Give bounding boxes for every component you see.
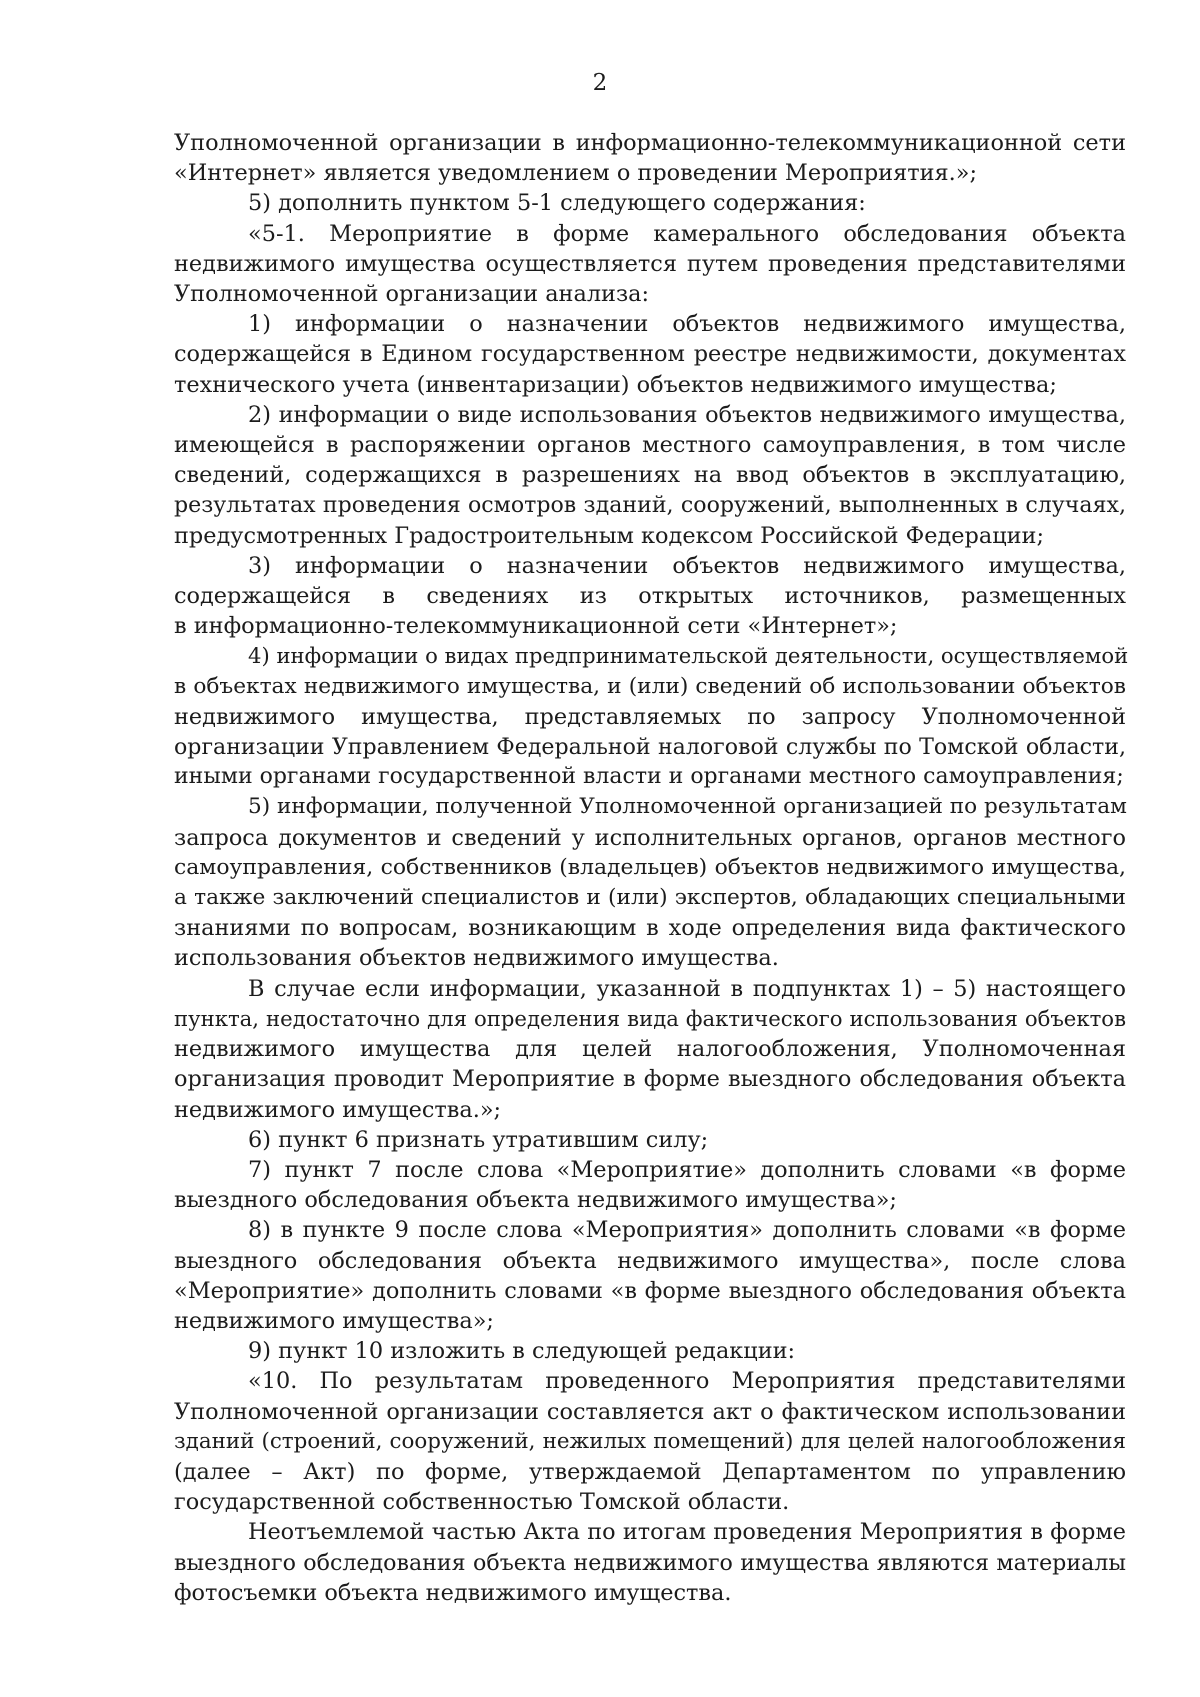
- paragraph: [174, 188, 1126, 218]
- paragraph-line: «Интернет» является уведомлением о проведении Мероприятия.»;: [174, 160, 978, 187]
- paragraph: [174, 1366, 1126, 1517]
- paragraph-line: иными органами государственной власти и органами местного самоуправления;: [174, 764, 1124, 790]
- paragraph-line: Неотъемлемой частью Акта по итогам проведения Мероприятия в форме: [248, 1519, 1126, 1546]
- paragraph-line: Уполномоченной организации анализа:: [174, 281, 650, 308]
- paragraph-line: недвижимого имущества для целей налогообложения, Уполномоченная: [174, 1036, 1126, 1063]
- paragraph-line: недвижимого имущества»;: [174, 1307, 494, 1334]
- paragraph-line: выездного обследования объекта недвижимого имущества», после слова: [174, 1247, 1126, 1274]
- paragraph: [174, 1215, 1126, 1336]
- paragraph-line: пункта, недостаточно для определения вида фактического использования объектов: [174, 1005, 1126, 1031]
- paragraph-line: 6) пункт 6 признать утратившим силу;: [248, 1126, 709, 1153]
- paragraph: [174, 641, 1129, 792]
- paragraph-line: недвижимого имущества.»;: [174, 1096, 502, 1123]
- paragraph-line: недвижимого имущества осуществляется путем проведения представителями: [174, 250, 1126, 277]
- document-body: [174, 128, 1129, 1608]
- paragraph-line: 5) информации, полученной Уполномоченной организацией по результатам: [248, 794, 1127, 820]
- paragraph: [174, 309, 1126, 400]
- paragraph-line: (далее – Акт) по форме, утверждаемой Департаментом по управлению: [174, 1458, 1126, 1485]
- paragraph-line: технического учета (инвентаризации) объектов недвижимого имущества;: [174, 371, 1057, 398]
- paragraph-line: сведений, содержащихся в разрешениях на ввод объектов в эксплуатацию,: [174, 462, 1126, 489]
- paragraph-line: содержащейся в Едином государственном реестре недвижимости, документах: [174, 341, 1126, 368]
- paragraph: [174, 128, 1126, 188]
- paragraph-line: «5-1. Мероприятие в форме камерального обследования объекта: [248, 220, 1126, 247]
- paragraph: [174, 1517, 1126, 1608]
- paragraph-line: знаниями по вопросам, возникающим в ходе определения вида фактического: [174, 915, 1126, 942]
- paragraph: [174, 974, 1126, 1125]
- paragraph-line: имеющейся в распоряжении органов местного самоуправления, в том числе: [174, 432, 1126, 459]
- paragraph-line: недвижимого имущества, представляемых по запросу Уполномоченной: [174, 703, 1126, 730]
- paragraph-line: зданий (строений, сооружений, нежилых помещений) для целей налогообложения: [174, 1428, 1126, 1454]
- paragraph-line: в объектах недвижимого имущества, и (или) сведений об использовании объектов: [174, 673, 1126, 699]
- paragraph-line: самоуправления, собственников (владельцев) объектов недвижимого имущества,: [174, 854, 1126, 880]
- paragraph-line: предусмотренных Градостроительным кодексом Российской Федерации;: [174, 522, 1044, 549]
- paragraph-line: а также заключений специалистов и (или) экспертов, обладающих специальными: [174, 885, 1126, 911]
- paragraph: [174, 1336, 1126, 1366]
- paragraph-line: организации Управлением Федеральной налоговой службы по Томской области,: [174, 734, 1126, 761]
- paragraph: [174, 1155, 1126, 1215]
- paragraph-line: фотосъемки объекта недвижимого имущества.: [174, 1579, 732, 1606]
- paragraph-line: 1) информации о назначении объектов недвижимого имущества,: [248, 311, 1126, 338]
- paragraph-line: 8) в пункте 9 после слова «Мероприятия» дополнить словами «в форме: [248, 1217, 1126, 1244]
- paragraph-line: организация проводит Мероприятие в форме выездного обследования объекта: [174, 1066, 1126, 1093]
- paragraph-line: результатах проведения осмотров зданий, сооружений, выполненных в случаях,: [174, 492, 1126, 519]
- paragraph-line: запроса документов и сведений у исполнительных органов, органов местного: [174, 824, 1126, 851]
- paragraph-line: 7) пункт 7 после слова «Мероприятие» дополнить словами «в форме: [248, 1156, 1126, 1183]
- paragraph: [174, 551, 1126, 642]
- paragraph-line: «Мероприятие» дополнить словами «в форме выездного обследования объекта: [174, 1277, 1126, 1304]
- paragraph-line: 3) информации о назначении объектов недвижимого имущества,: [248, 552, 1126, 579]
- paragraph-line: 4) информации о видах предпринимательской деятельности, осуществляемой: [248, 643, 1129, 669]
- paragraph: [174, 219, 1126, 310]
- paragraph-line: «10. По результатам проведенного Мероприятия представителями: [248, 1368, 1126, 1395]
- page-number: 2: [592, 70, 608, 96]
- paragraph-line: использования объектов недвижимого имущества.: [174, 945, 779, 972]
- paragraph-line: содержащейся в сведениях из открытых источников, размещенных: [174, 583, 1126, 610]
- paragraph-line: 2) информации о виде использования объектов недвижимого имущества,: [248, 401, 1126, 428]
- paragraph-line: выездного обследования объекта недвижимого имущества»;: [174, 1187, 897, 1214]
- paragraph: [174, 792, 1126, 973]
- paragraph-line: государственной собственностью Томской области.: [174, 1489, 790, 1516]
- paragraph-line: В случае если информации, указанной в подпунктах 1) – 5) настоящего: [248, 975, 1126, 1002]
- paragraph: [174, 1125, 1126, 1155]
- paragraph-line: 9) пункт 10 изложить в следующей редакции:: [248, 1338, 796, 1365]
- paragraph-line: 5) дополнить пунктом 5-1 следующего содержания:: [248, 190, 866, 217]
- paragraph-line: Уполномоченной организации в информационно-телекоммуникационной сети: [174, 130, 1126, 156]
- paragraph: [174, 400, 1126, 551]
- paragraph-line: в информационно-телекоммуникационной сети «Интернет»;: [174, 613, 898, 640]
- paragraph-line: выездного обследования объекта недвижимого имущества являются материалы: [174, 1549, 1126, 1576]
- paragraph-line: Уполномоченной организации составляется акт о фактическом использовании: [174, 1398, 1126, 1425]
